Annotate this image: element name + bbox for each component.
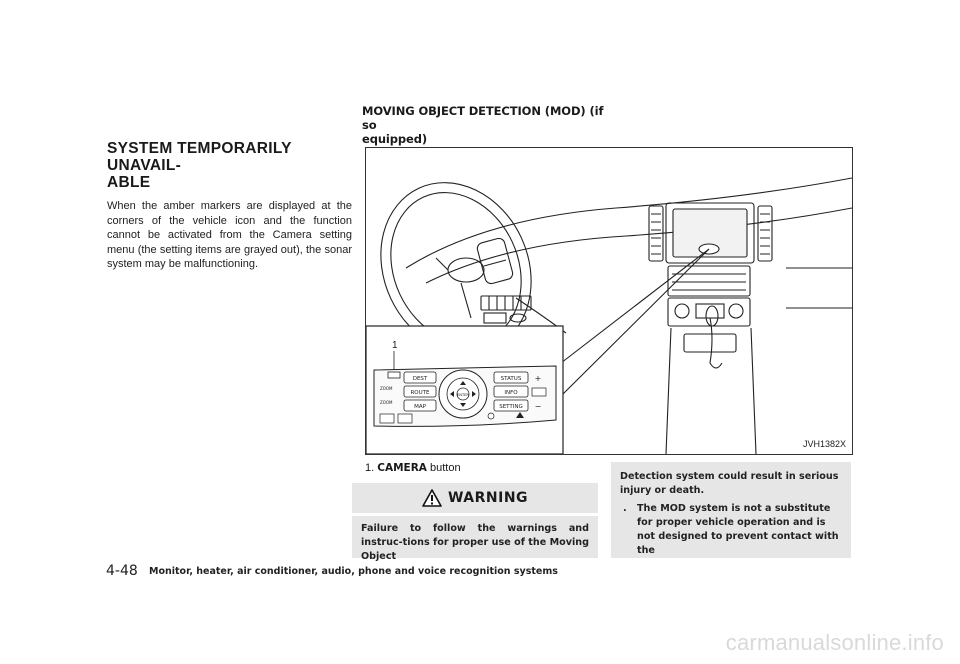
dashboard-drawing [366, 148, 852, 454]
voice-button[interactable] [532, 388, 546, 396]
dashboard-illustration [365, 147, 853, 455]
caption-number: 1. [365, 462, 375, 474]
section-title-mod: MOVING OBJECT DETECTION (MOD) (if so equipped) [362, 104, 604, 146]
dest-label: DEST [412, 376, 428, 382]
caption-suffix: button [429, 462, 461, 474]
section-title-system-unavailable: SYSTEM TEMPORARILY UNAVAIL- ABLE [107, 140, 292, 191]
day-night-button[interactable] [398, 414, 412, 423]
left-column [107, 140, 352, 272]
right-warning-box [611, 462, 851, 558]
callout-number: 1 [392, 340, 398, 351]
enter-label: ENTER [457, 393, 469, 397]
figure-caption [365, 462, 461, 474]
right-warning-text-1: Detection system could result in serious injury or death. [620, 471, 839, 496]
watermark: carmanualsonline.info [725, 630, 944, 655]
map-label: MAP [414, 404, 426, 410]
zoom-out-label: ZOOM [380, 400, 393, 405]
info-label: INFO [504, 390, 518, 396]
route-label: ROUTE [410, 390, 430, 396]
warning-header [352, 483, 598, 513]
setting-label: SETTING [499, 404, 523, 410]
caption-button-name: CAMERA [377, 462, 427, 474]
figure-code: JVH1382X [802, 439, 846, 449]
right-warning-text-2: The MOD system is not a substitute for proper vehicle operation and is not designed to prevent contact with the [637, 503, 839, 556]
warning-body [352, 516, 598, 562]
back-button[interactable] [380, 414, 394, 423]
chapter-footer: Monitor, heater, air conditioner, audio, phone and voice recognition systems [149, 566, 558, 577]
warning-heading: WARNING [447, 490, 529, 506]
section-body-system-unavailable: When the amber markers are displayed at the corners of the vehicle icon and the function cannot be activated from the Camera setting menu (the setting items are grayed out), the sonar system may be malfunctioning. [107, 200, 352, 271]
volume-up-label: + [534, 374, 542, 383]
warning-text: Failure to follow the warnings and instruc-tions for proper use of the Moving Object [361, 523, 589, 562]
warning-triangle-icon [422, 489, 442, 507]
camera-button[interactable] [388, 372, 400, 378]
zoom-in-label: ZOOM [380, 386, 393, 391]
right-warning-bullet: . [623, 503, 627, 514]
status-label: STATUS [500, 376, 522, 382]
volume-down-label: − [534, 402, 542, 411]
page-number: 4-48 [106, 563, 138, 579]
